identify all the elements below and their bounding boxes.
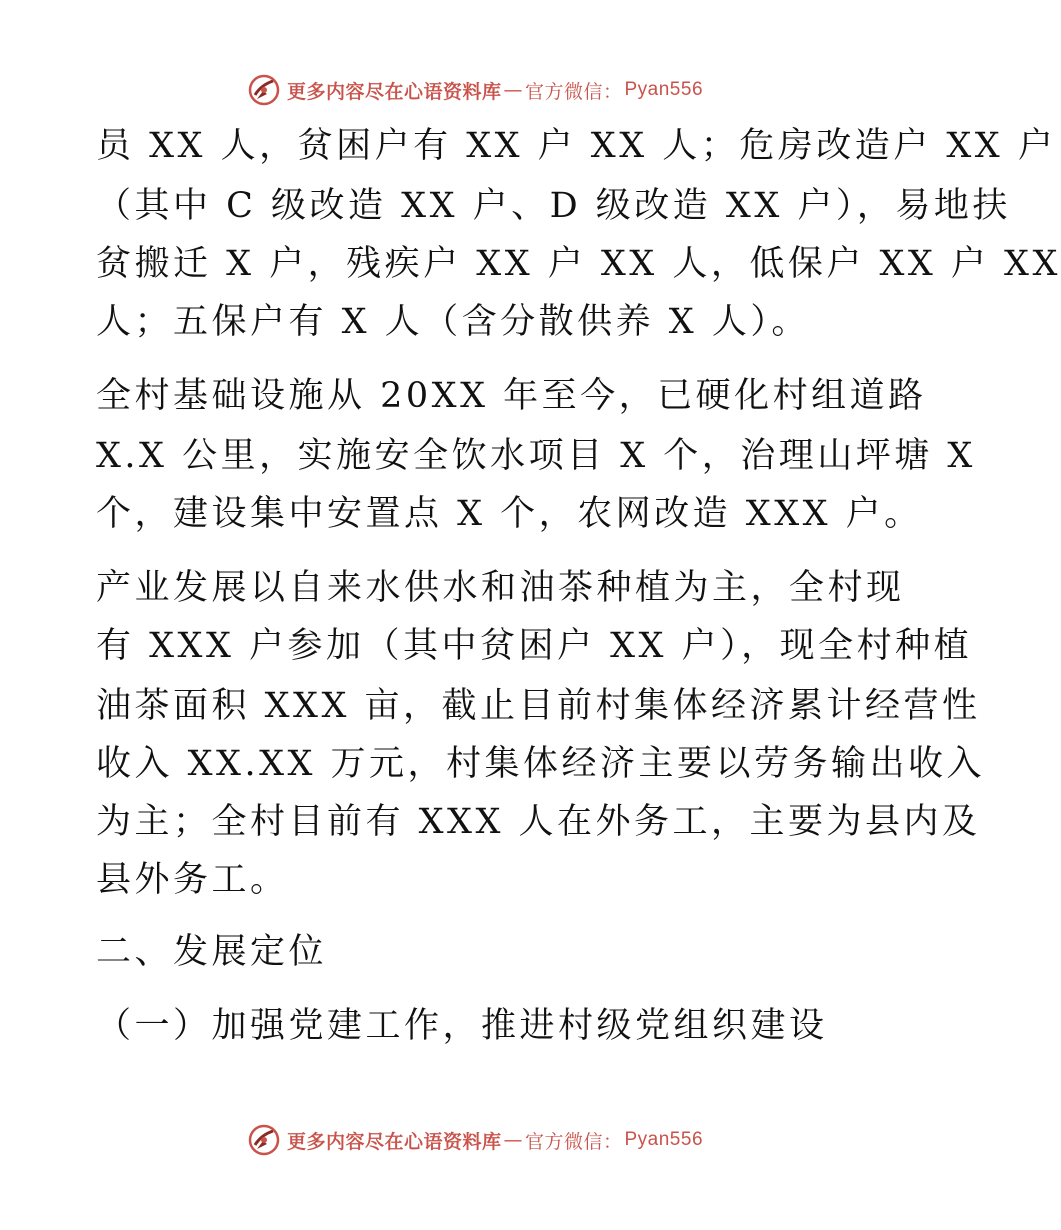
footer-watermark [0,1120,950,1160]
section-heading: 二、发展定位 [96,932,328,972]
subsection-heading: （一）加强党建工作，推进村级党组织建设 [96,1006,828,1046]
header-watermark [0,70,950,110]
watermark-wechat-label: 官方微信： [524,80,623,103]
paragraph-3-line-5: 为主；全村目前有 XXX 人在外务工，主要为县内及 [96,802,981,842]
pen-logo-icon [247,1123,281,1157]
watermark-wechat-id: Pyan556 [624,79,704,100]
paragraph-3-line-2: 有 XXX 户参加（其中贫困户 XX 户），现全村种植 [96,626,973,666]
paragraph-1-line-3: 贫搬迁 X 户，残疾户 XX 户 XX 人，低保户 XX 户 XX [96,244,1061,284]
paragraph-2-line-1: 全村基础设施从 20XX 年至今，已硬化村组道路 [96,376,927,416]
watermark-main-text: 更多内容尽在心语资料库 [286,1130,502,1153]
paragraph-1-line-1: 员 XX 人，贫困户有 XX 户 XX 人；危房改造户 XX 户 [96,126,1057,166]
pen-logo-icon [247,73,281,107]
paragraph-2-line-2: X.X 公里，实施安全饮水项目 X 个，治理山坪塘 X [96,436,976,476]
watermark-separator: — [503,1129,523,1151]
watermark-wechat-id: Pyan556 [624,1129,704,1150]
paragraph-3-line-3: 油茶面积 XXX 亩，截止目前村集体经济累计经营性 [96,686,981,726]
paragraph-1-line-4: 人；五保户有 X 人（含分散供养 X 人）。 [96,302,810,342]
paragraph-3-line-1: 产业发展以自来水供水和油茶种植为主，全村现 [96,568,905,608]
paragraph-1-line-2: （其中 C 级改造 XX 户、D 级改造 XX 户），易地扶 [96,186,1011,226]
watermark-main-text: 更多内容尽在心语资料库 [286,80,502,103]
watermark-separator: — [503,79,523,101]
paragraph-2-line-3: 个，建设集中安置点 X 个，农网改造 XXX 户。 [96,494,923,534]
watermark-wechat-label: 官方微信： [524,1130,623,1153]
paragraph-3-line-4: 收入 XX.XX 万元，村集体经济主要以劳务输出收入 [96,744,986,784]
paragraph-3-line-6: 县外务工。 [96,860,289,900]
